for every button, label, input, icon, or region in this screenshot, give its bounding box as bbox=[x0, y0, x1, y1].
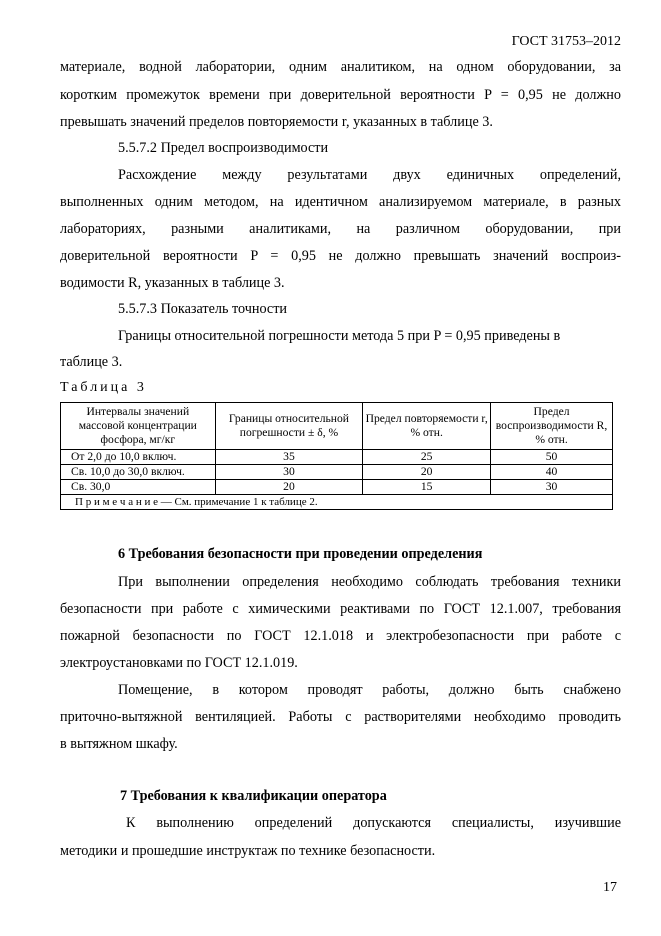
header-repeatability: Предел повторяемости r, % отн. bbox=[363, 403, 491, 450]
section-5-5-7-3-title: 5.5.7.3 Показатель точности bbox=[118, 301, 288, 317]
table-cell: 25 bbox=[363, 450, 491, 465]
s5572-line-4: доверительной вероятности P = 0,95 не должно превышать значений воспроиз- bbox=[60, 248, 621, 264]
table-header-row bbox=[61, 403, 613, 450]
table-row bbox=[61, 450, 613, 465]
table-cell: Св. 30,0 bbox=[61, 480, 216, 495]
s6-line-1: При выполнении определения необходимо соблюдать требования техники bbox=[118, 574, 621, 590]
table-note: П р и м е ч а н и е — См. примечание 1 к таблице 2. bbox=[61, 495, 613, 510]
s6-line-3: пожарной безопасности по ГОСТ 12.1.018 и электробезопасности при работе с bbox=[60, 628, 621, 644]
page-number: 17 bbox=[603, 880, 617, 895]
table-3 bbox=[60, 402, 613, 510]
s6-line-5: Помещение, в котором проводят работы, должно быть снабжено bbox=[118, 682, 621, 698]
s5572-line-3: лабораториях, разными аналитиками, на различном оборудовании, при bbox=[60, 221, 621, 237]
s6-line-6: приточно-вытяжной вентиляцией. Работы с растворителями необходимо проводить bbox=[60, 709, 621, 725]
table-cell: От 2,0 до 10,0 включ. bbox=[61, 450, 216, 465]
table-cell: 50 bbox=[491, 450, 613, 465]
s5573-line-2: таблице 3. bbox=[60, 354, 123, 370]
section-7-heading: 7 Требования к квалификации оператора bbox=[120, 788, 387, 804]
table-caption: Таблица 3 bbox=[60, 380, 147, 395]
header-error-bounds: Границы относительной погрешности ± δ, % bbox=[215, 403, 363, 450]
s7-line-1: К выполнению определений допускаются специалисты, изучившие bbox=[126, 815, 621, 831]
s5573-line-1: Границы относительной погрешности метода 5 при P = 0,95 приведены в bbox=[118, 328, 561, 344]
document-id: ГОСТ 31753–2012 bbox=[511, 34, 621, 49]
table-cell: 40 bbox=[491, 465, 613, 480]
s6-line-7: в вытяжном шкафу. bbox=[60, 736, 178, 752]
header-reproducibility: Предел воспроизводимости R, % отн. bbox=[491, 403, 613, 450]
section-6-heading: 6 Требования безопасности при проведении определения bbox=[118, 546, 483, 562]
s7-line-2: методики и прошедшие инструктаж по технике безопасности. bbox=[60, 843, 436, 859]
table-cell: 15 bbox=[363, 480, 491, 495]
table-cell: 20 bbox=[363, 465, 491, 480]
s5572-line-5: водимости R, указанных в таблице 3. bbox=[60, 275, 285, 291]
table-cell: 20 bbox=[215, 480, 363, 495]
s6-line-4: электроустановками по ГОСТ 12.1.019. bbox=[60, 655, 298, 671]
intro-line-1: материале, водной лаборатории, одним аналитиком, на одном оборудовании, за bbox=[60, 59, 621, 75]
table-cell: 30 bbox=[215, 465, 363, 480]
table-row bbox=[61, 465, 613, 480]
intro-line-2: коротким промежуток времени при доверительной вероятности P = 0,95 не должно bbox=[60, 87, 621, 103]
header-interval: Интервалы значений массовой концентрации фосфора, мг/кг bbox=[61, 403, 216, 450]
table-row bbox=[61, 480, 613, 495]
table-cell: Св. 10,0 до 30,0 включ. bbox=[61, 465, 216, 480]
section-5-5-7-2-title: 5.5.7.2 Предел воспроизводимости bbox=[118, 140, 329, 156]
s6-line-2: безопасности при работе с химическими реактивами по ГОСТ 12.1.007, требования bbox=[60, 601, 621, 617]
s5572-line-2: выполненных одним методом, на идентичном анализируемом материале, в разных bbox=[60, 194, 621, 210]
intro-line-3: превышать значений пределов повторяемости r, указанных в таблице 3. bbox=[60, 114, 493, 130]
s5572-line-1: Расхождение между результатами двух единичных определений, bbox=[118, 167, 621, 183]
table-cell: 35 bbox=[215, 450, 363, 465]
table-note-row bbox=[61, 495, 613, 510]
table-cell: 30 bbox=[491, 480, 613, 495]
